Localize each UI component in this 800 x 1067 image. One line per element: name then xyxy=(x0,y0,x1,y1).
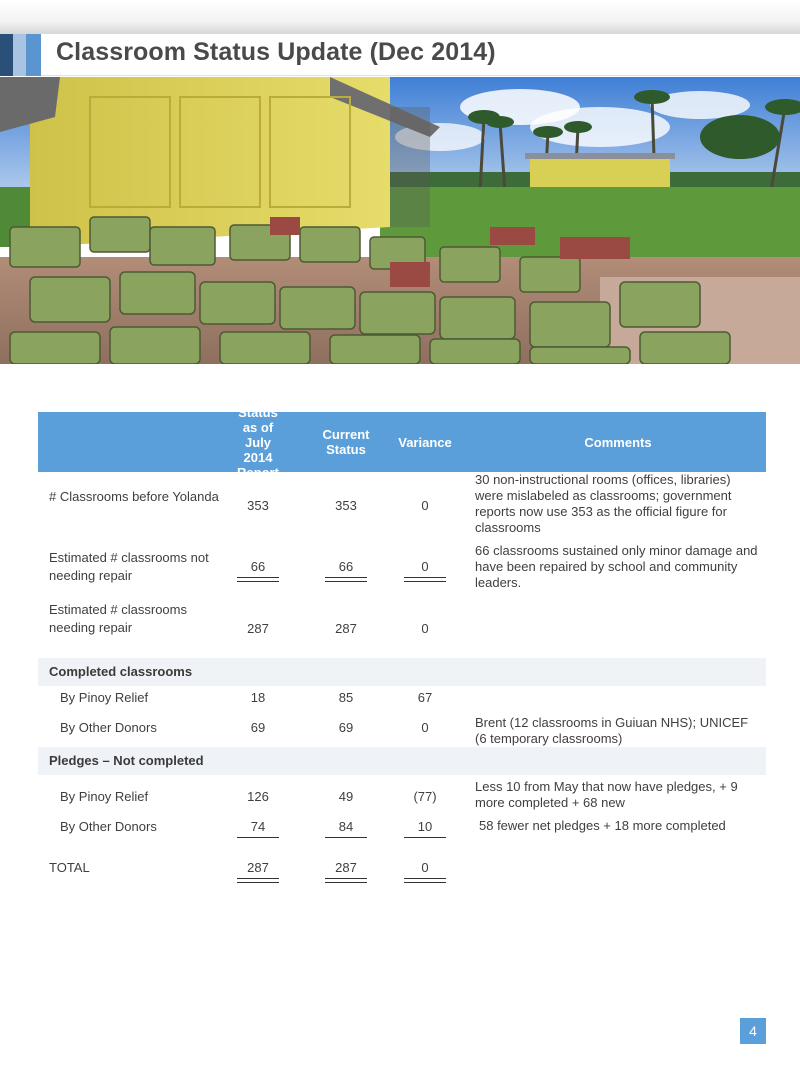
double-underline xyxy=(404,577,446,582)
top-shadow xyxy=(0,0,800,34)
single-underline xyxy=(325,837,367,838)
cell-current: 84 xyxy=(338,819,354,834)
double-underline xyxy=(325,577,367,582)
cell-current: 66 xyxy=(338,559,354,574)
cell-july: 287 xyxy=(247,860,269,875)
table-row xyxy=(38,716,766,746)
row-label: Estimated # classrooms not needing repair xyxy=(49,550,209,583)
cell-comment: Less 10 from May that now have pledges, + 9 more completed + 68 new xyxy=(475,779,738,810)
classroom-status-table xyxy=(38,404,766,875)
cell-variance: 0 xyxy=(421,559,429,574)
double-underline xyxy=(325,878,367,883)
cell-current: 69 xyxy=(338,720,354,735)
double-underline xyxy=(237,577,279,582)
cell-variance: 0 xyxy=(421,498,429,513)
cell-comment: 66 classrooms sustained only minor damage and have been repaired by school and community leaders. xyxy=(475,543,758,590)
row-label: TOTAL xyxy=(49,860,90,875)
table-row xyxy=(38,472,766,544)
header-accent-light xyxy=(13,34,26,76)
cell-variance: 10 xyxy=(417,819,433,834)
row-label: By Pinoy Relief xyxy=(60,690,149,705)
cell-current: 353 xyxy=(335,498,357,513)
double-underline xyxy=(404,878,446,883)
table-row xyxy=(38,686,766,716)
table-header xyxy=(38,404,766,480)
cell-july: 66 xyxy=(250,559,266,574)
table-row xyxy=(38,600,766,658)
cell-july: 69 xyxy=(250,720,266,735)
single-underline xyxy=(404,837,446,838)
header-variance: Variance xyxy=(398,434,452,450)
row-label: By Other Donors xyxy=(60,720,157,735)
page-number: 4 xyxy=(740,1018,766,1044)
header-comments: Comments xyxy=(584,434,652,450)
section-band-completed xyxy=(38,658,766,686)
section-title: Completed classrooms xyxy=(49,664,193,679)
cell-july: 287 xyxy=(247,621,269,636)
table-row xyxy=(38,544,766,600)
cell-variance: (77) xyxy=(413,789,437,804)
cell-current: 287 xyxy=(335,860,357,875)
row-label: By Pinoy Relief xyxy=(60,789,149,804)
cell-current: 287 xyxy=(335,621,357,636)
header-accent-dark xyxy=(0,34,13,76)
cell-current: 85 xyxy=(338,690,354,705)
cell-variance: 0 xyxy=(421,621,429,636)
cell-variance: 67 xyxy=(417,690,433,705)
page-title: Classroom Status Update (Dec 2014) xyxy=(56,38,496,66)
cell-comment: 58 fewer net pledges + 18 more completed xyxy=(479,818,726,833)
header-accent-mid xyxy=(26,34,41,76)
cell-july: 18 xyxy=(250,690,266,705)
cell-variance: 0 xyxy=(421,720,429,735)
single-underline xyxy=(237,837,279,838)
header-july-2014: Status as of July 2014 Report xyxy=(237,404,279,480)
damaged-classroom-photo xyxy=(0,77,800,364)
double-underline xyxy=(237,878,279,883)
table-row-total xyxy=(38,852,766,892)
row-label: By Other Donors xyxy=(60,819,157,834)
row-label: # Classrooms before Yolanda xyxy=(49,489,219,504)
cell-july: 126 xyxy=(247,789,269,804)
cell-comment: Brent (12 classrooms in Guiuan NHS); UNICEF (6 temporary classrooms) xyxy=(475,715,749,746)
cell-current: 49 xyxy=(338,789,354,804)
header-current-status: Current Status xyxy=(322,427,370,457)
cell-july: 353 xyxy=(247,498,269,513)
cell-comment: 30 non-instructional rooms (offices, libraries) were mislabeled as classrooms; government reports now use 353 as the official figure for classrooms xyxy=(475,472,732,535)
section-title: Pledges – Not completed xyxy=(49,753,204,768)
row-label: Estimated # classrooms needing repair xyxy=(49,602,187,635)
table-row xyxy=(38,812,766,846)
section-band-pledges xyxy=(38,747,766,775)
cell-july: 74 xyxy=(250,819,266,834)
cell-variance: 0 xyxy=(421,860,429,875)
table-row xyxy=(38,776,766,810)
